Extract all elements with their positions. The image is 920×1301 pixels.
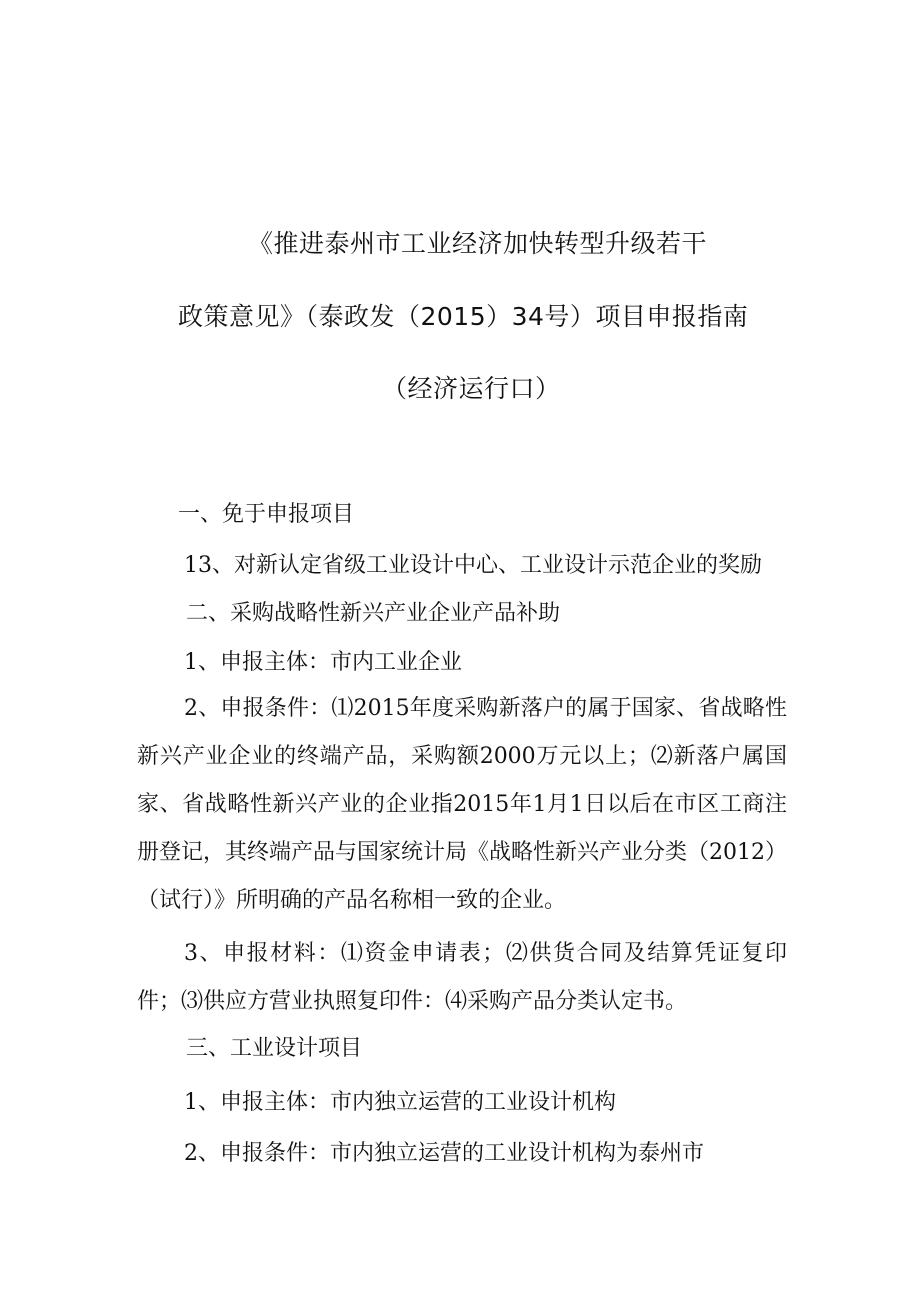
document-title-line-3: （经济运行口）	[382, 374, 561, 403]
document-title-line-1: 《推进泰州市工业经济加快转型升级若干	[248, 229, 708, 258]
item-13: 13、对新认定省级工业设计中心、工业设计示范企业的奖励	[184, 553, 762, 578]
section-3-conditions: 2、申报条件：市内独立运营的工业设计机构为泰州市	[184, 1141, 704, 1166]
section-2-heading: 二、采购战略性新兴产业企业产品补助	[186, 601, 561, 626]
document-title-line-2: 政策意见》（泰政发（2015）34号）项目申报指南	[178, 302, 749, 331]
section-3-subject: 1、申报主体：市内独立运营的工业设计机构	[184, 1090, 616, 1115]
section-2-materials: 3、申报材料：⑴资金申请表；⑵供货合同及结算凭证复印件；⑶供应方营业执照复印件：⑷采购产品分类认定书。	[137, 941, 787, 1014]
section-3-heading: 三、工业设计项目	[186, 1036, 363, 1061]
section-1-heading: 一、免于申报项目	[178, 502, 355, 527]
section-2-conditions: 2、申报条件：⑴2015年度采购新落户的属于国家、省战略性新兴产业企业的终端产品，采购额2000万元以上；⑵新落户属国家、省战略性新兴产业的企业指2015年1月1日以后在市区工商注册登记，其终端产品与国家统计局《战略性新兴产业分类（2012）（试行）》所明确的产品名称相一致的企业。	[137, 696, 787, 913]
section-2-subject: 1、申报主体：市内工业企业	[184, 650, 462, 675]
